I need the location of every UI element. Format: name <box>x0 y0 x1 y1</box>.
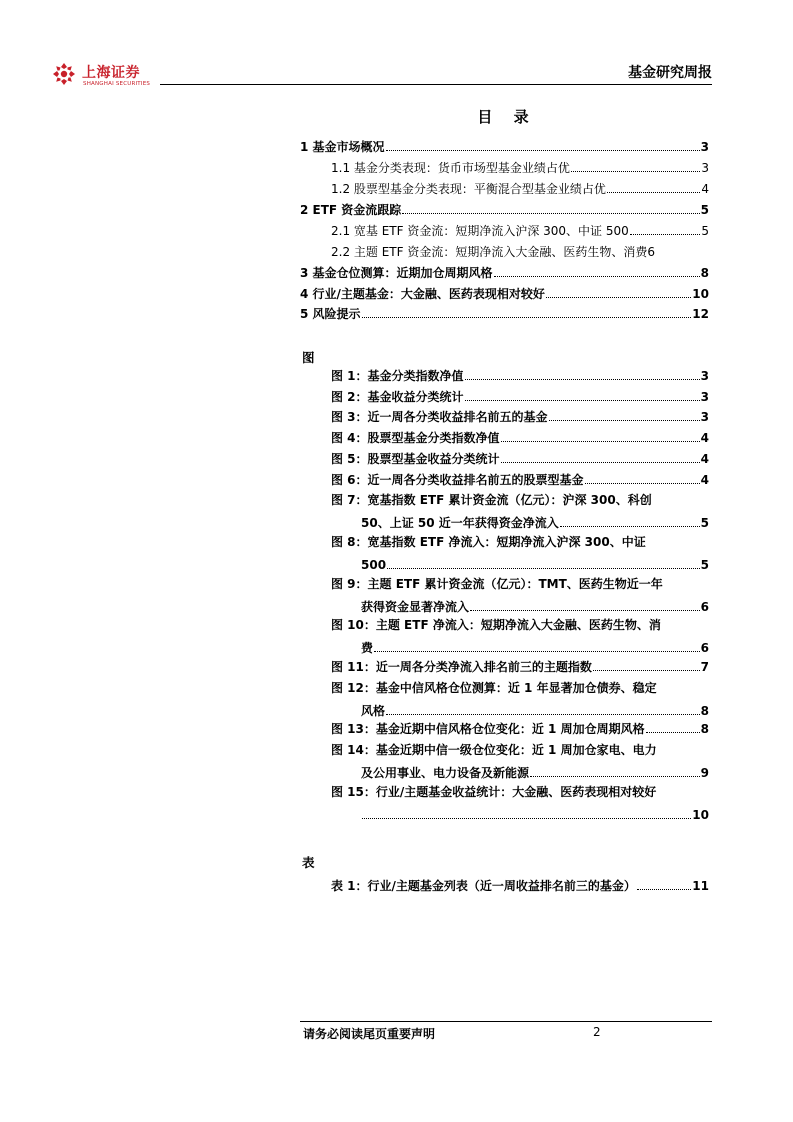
logo-text-en: SHANGHAI SECURITIES <box>83 81 151 87</box>
toc-entry[interactable]: 1.2 股票型基金分类表现：平衡混合型基金业绩占优 4 <box>331 182 709 196</box>
footer-divider <box>300 1021 712 1022</box>
figure-entry[interactable]: 图 1：基金分类指数净值 3 <box>331 369 709 383</box>
figures-heading: 图 <box>302 350 315 365</box>
toc-entry[interactable]: 2 ETF 资金流跟踪 5 <box>300 203 709 217</box>
figure-entry[interactable]: 图 11：近一周各分类净流入排名前三的主题指数 7 <box>331 660 709 674</box>
figure-entry[interactable]: 图 6：近一周各分类收益排名前五的股票型基金 4 <box>331 473 709 487</box>
toc-entry[interactable]: 4 行业/主题基金：大金融、医药表现相对较好 10 <box>300 287 709 301</box>
table-entry[interactable]: 表 1：行业/主题基金列表（近一周收益排名前三的基金） 11 <box>331 879 709 893</box>
toc-title: 目 录 <box>477 108 537 126</box>
logo-text-cn: 上海证券 <box>82 65 140 81</box>
toc-entry[interactable]: 2.1 宽基 ETF 资金流：短期净流入沪深 300、中证 500 5 <box>331 224 709 238</box>
figure-entry[interactable]: 图 13：基金近期中信风格仓位变化：近 1 周加仓周期风格 8 <box>331 722 709 736</box>
toc-entry[interactable]: 3 基金仓位测算：近期加仓周期风格 8 <box>300 266 709 280</box>
footer-disclaimer: 请务必阅读尾页重要声明 <box>303 1027 436 1041</box>
toc-entry[interactable]: 1 基金市场概况 3 <box>300 140 709 154</box>
page-number: 2 <box>593 1025 601 1039</box>
figure-entry[interactable]: 图 10：主题 ETF 净流入：短期净流入大金融、医药生物、消 费 6 <box>331 618 709 655</box>
toc-entry[interactable]: 5 风险提示 12 <box>300 307 709 321</box>
figure-entry[interactable]: 图 7：宽基指数 ETF 累计资金流（亿元）：沪深 300、科创 50、上证 50 近一年获得资金净流入 5 <box>331 493 709 530</box>
tables-heading: 表 <box>302 855 315 870</box>
figure-entry[interactable]: 图 3：近一周各分类收益排名前五的基金 3 <box>331 410 709 424</box>
company-logo <box>52 60 172 90</box>
figure-entry[interactable]: 图 8：宽基指数 ETF 净流入：短期净流入沪深 300、中证 500 5 <box>331 535 709 572</box>
report-type-title: 基金研究周报 <box>628 65 712 81</box>
header-divider <box>160 84 712 85</box>
figure-entry[interactable]: 图 4：股票型基金分类指数净值 4 <box>331 431 709 445</box>
figure-entry[interactable]: 图 5：股票型基金收益分类统计 4 <box>331 452 709 466</box>
figure-entry[interactable]: 图 12：基金中信风格仓位测算：近 1 年显著加仓债券、稳定 风格 8 <box>331 681 709 718</box>
toc-entry[interactable]: 2.2 主题 ETF 资金流：短期净流入大金融、医药生物、消费 6 <box>331 245 655 259</box>
figure-entry[interactable]: 图 2：基金收益分类统计 3 <box>331 390 709 404</box>
figure-entry[interactable]: 图 9：主题 ETF 累计资金流（亿元）：TMT、医药生物近一年 获得资金显著净流入 6 <box>331 577 709 614</box>
figure-entry[interactable]: 图 15：行业/主题基金收益统计：大金融、医药表现相对较好 10 <box>331 785 709 822</box>
logo-emblem-icon <box>52 62 76 86</box>
figure-entry[interactable]: 图 14：基金近期中信一级仓位变化：近 1 周加仓家电、电力 及公用事业、电力设备及新能源 9 <box>331 743 709 780</box>
toc-entry[interactable]: 1.1 基金分类表现：货币市场型基金业绩占优 3 <box>331 161 709 175</box>
